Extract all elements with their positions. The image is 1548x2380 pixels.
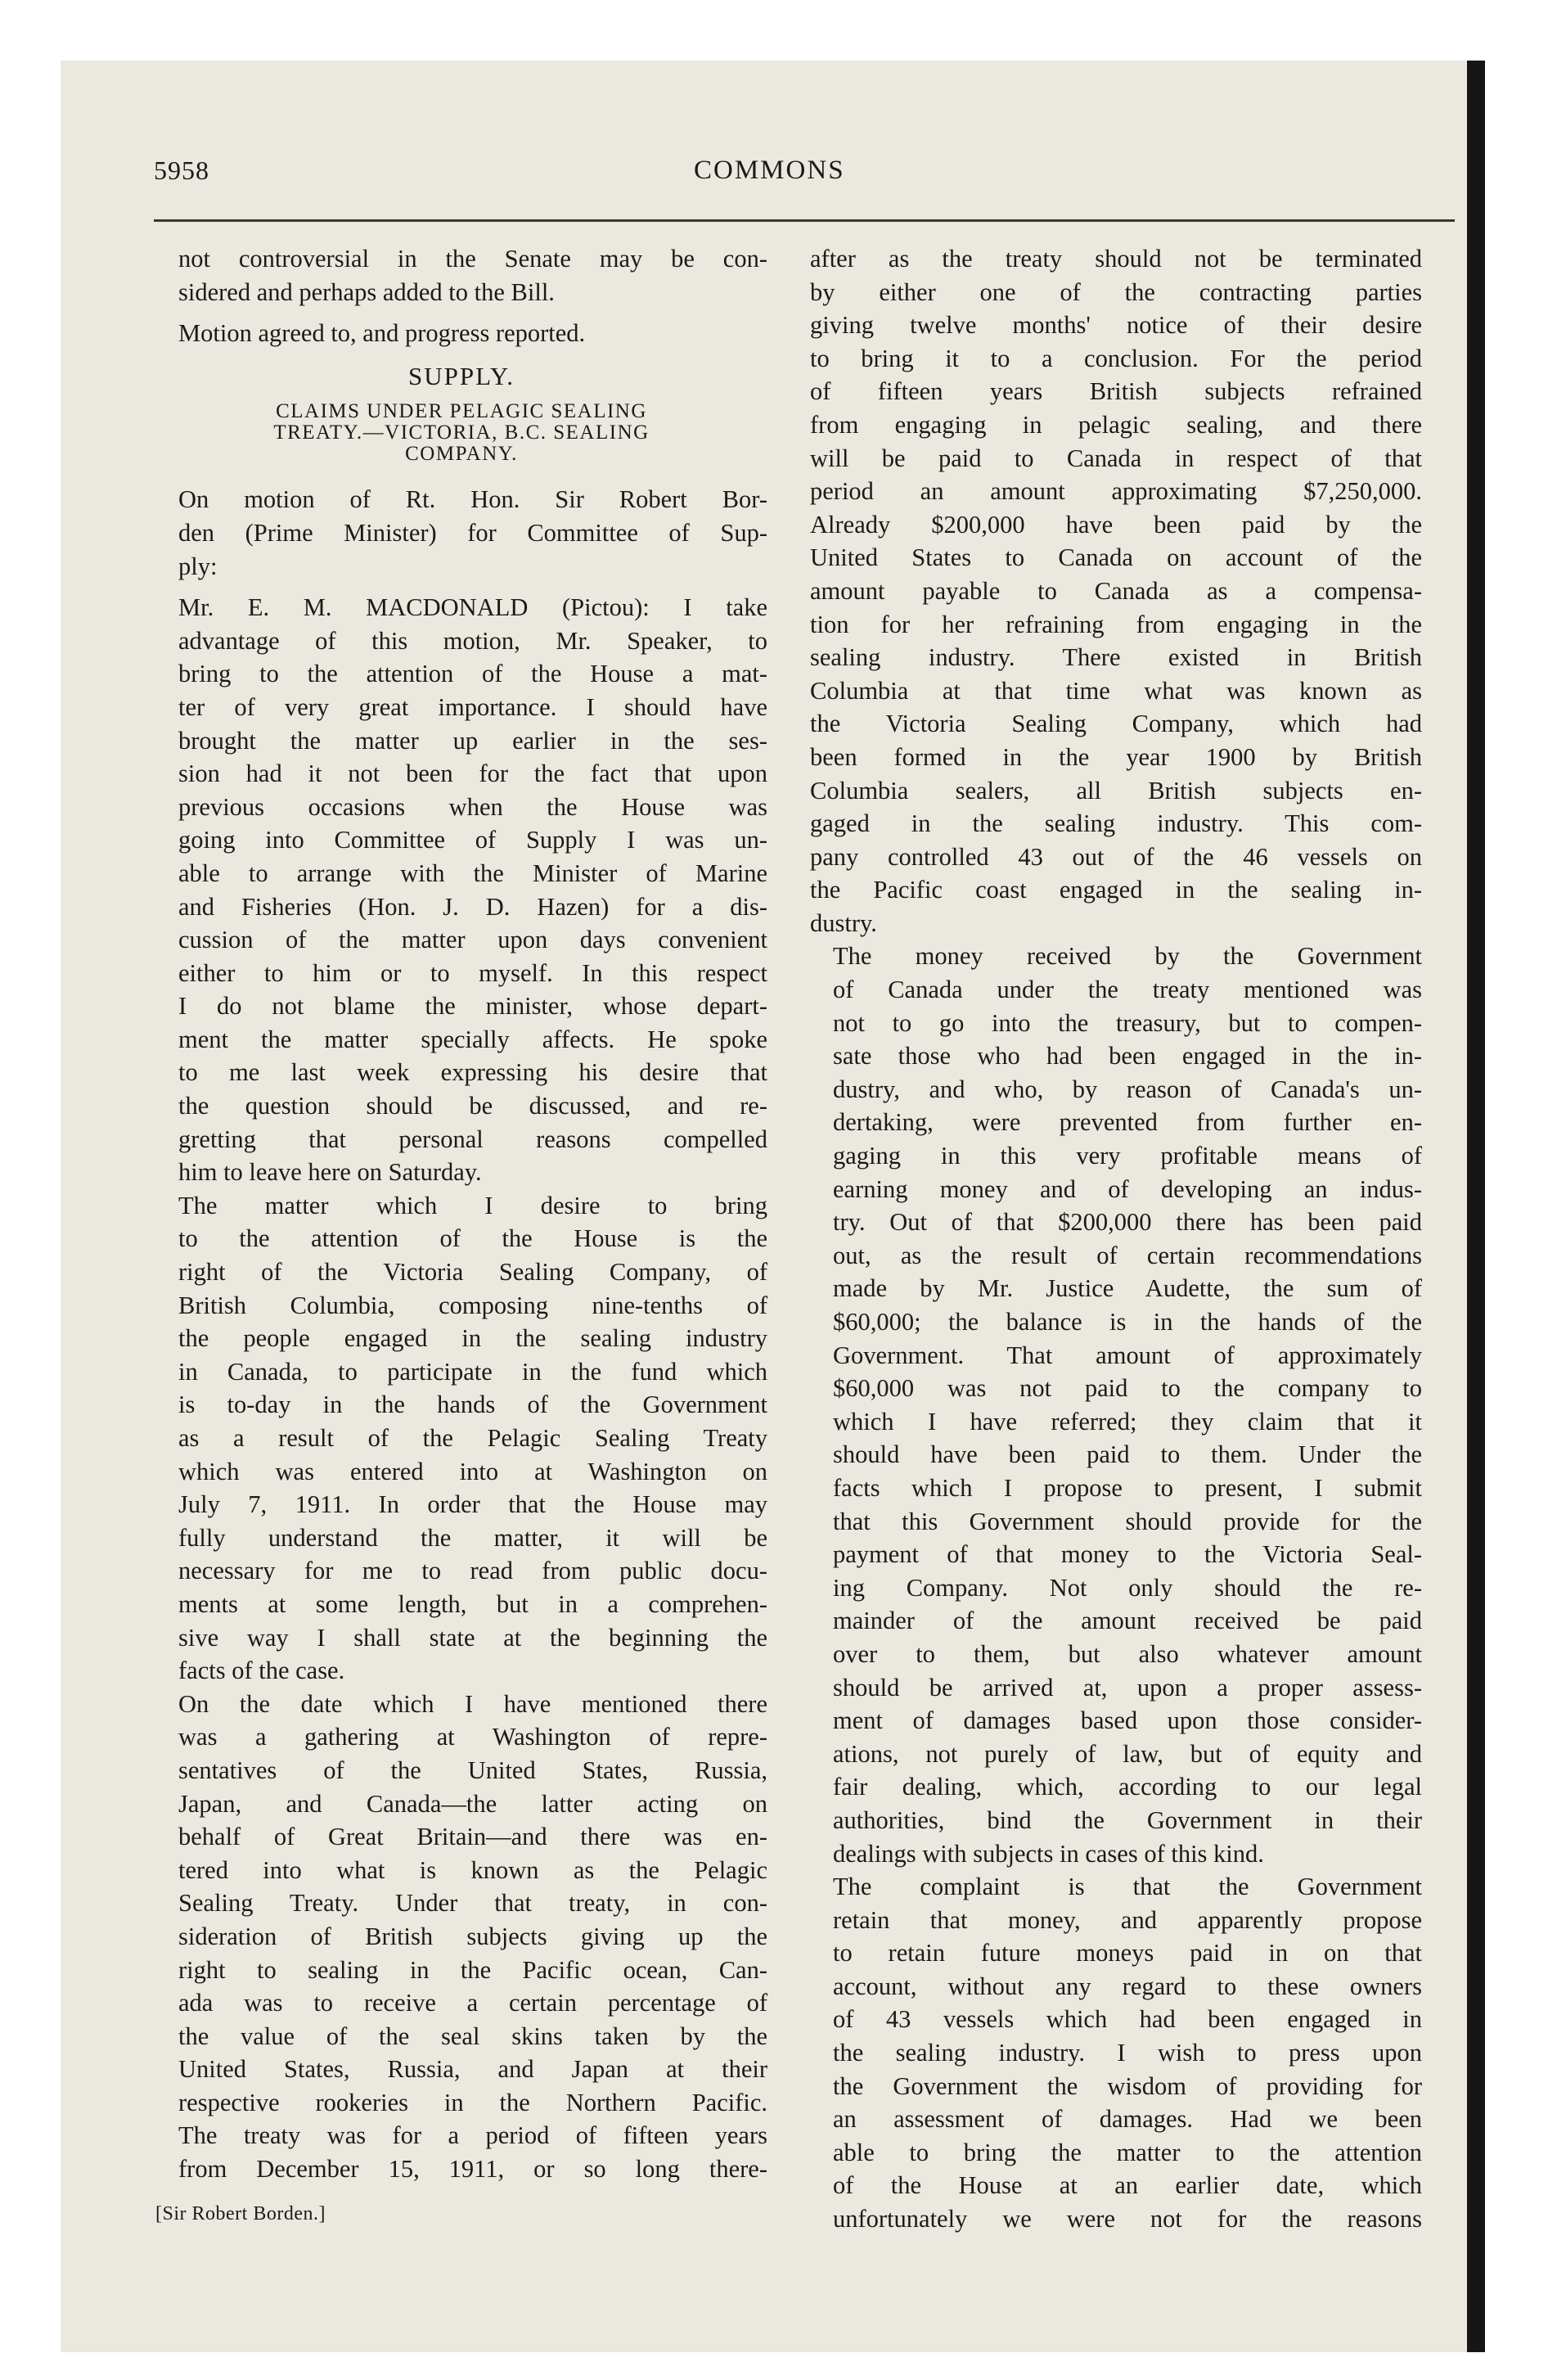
text-line: Sealing Treaty. Under that treaty, in con- — [178, 1889, 767, 1918]
paragraph — [155, 317, 767, 350]
text-line: sentatives of the United States, Russia, — [178, 1756, 767, 1784]
text-line: will be paid to Canada in respect of that — [810, 444, 1422, 472]
text-line: the people engaged in the sealing industry — [178, 1324, 767, 1353]
page-edge-shadow — [1467, 61, 1485, 2352]
paragraph — [155, 242, 767, 309]
text-line: amount payable to Canada as a compensa- — [810, 576, 1422, 605]
paragraph — [810, 1870, 1422, 2236]
text-line: brought the matter up earlier in the ses- — [178, 726, 767, 755]
text-line: The complaint is that the Government — [833, 1873, 1422, 1901]
text-line: account, without any regard to these owners — [833, 1972, 1422, 2000]
text-line: of the House at an earlier date, which — [833, 2171, 1422, 2200]
text-line: necessary for me to read from public docu- — [178, 1557, 767, 1585]
text-line: den (Prime Minister) for Committee of Sup- — [178, 518, 767, 547]
text-line: tered into what is known as the Pelagic — [178, 1855, 767, 1884]
text-line: is to-day in the hands of the Government — [178, 1391, 767, 1419]
text-line: of Canada under the treaty mentioned was — [833, 976, 1422, 1004]
text-line: previous occasions when the House was — [178, 792, 767, 821]
text-line: from December 15, 1911, or so long there- — [178, 2155, 767, 2184]
text-line: pany controlled 43 out of the 46 vessels on — [810, 842, 1422, 871]
paragraph — [810, 940, 1422, 1870]
text-line: Already $200,000 have been paid by the — [810, 510, 1422, 539]
text-line: the question should be discussed, and re- — [178, 1092, 767, 1120]
text-line: which was entered into at Washington on — [178, 1457, 767, 1485]
text-line: after as the treaty should not be terminated — [810, 245, 1422, 273]
text-line: able to arrange with the Minister of Marine — [178, 859, 767, 887]
paragraph — [810, 242, 1422, 940]
text-line: the Government the wisdom of providing for — [833, 2071, 1422, 2100]
text-line: out, as the result of certain recommendations — [833, 1241, 1422, 1269]
text-line: made by Mr. Justice Audette, the sum of — [833, 1274, 1422, 1303]
text-line: should be arrived at, upon a proper assess- — [833, 1673, 1422, 1702]
text-line: sive way I shall state at the beginning the — [178, 1623, 767, 1652]
text-line: able to bring the matter to the attention — [833, 2138, 1422, 2166]
text-line: Japan, and Canada—the latter acting on — [178, 1789, 767, 1818]
text-line: been formed in the year 1900 by British — [810, 742, 1422, 771]
text-line: Motion agreed to, and progress reported. — [178, 319, 586, 348]
text-line: to the attention of the House is the — [178, 1224, 767, 1253]
text-line: not to go into the treasury, but to compen- — [833, 1008, 1422, 1037]
text-line: On the date which I have mentioned there — [178, 1689, 767, 1718]
heading-line: COMPANY. — [405, 443, 518, 466]
text-line: bring to the attention of the House a mat- — [178, 660, 767, 688]
text-line: going into Committee of Supply I was un- — [178, 826, 767, 854]
speaker-footer-reference: [Sir Robert Borden.] — [155, 2202, 326, 2224]
text-line: advantage of this motion, Mr. Speaker, to — [178, 626, 767, 655]
text-line: over to them, but also whatever amount — [833, 1639, 1422, 1668]
text-line: unfortunately we were not for the reasons — [833, 2205, 1422, 2234]
heading-line: TREATY.—VICTORIA, B.C. SEALING — [273, 421, 650, 444]
text-line: dustry, and who, by reason of Canada's un- — [833, 1075, 1422, 1103]
text-line: of 43 vessels which had been engaged in — [833, 2005, 1422, 2034]
text-line: British Columbia, composing nine-tenths of — [178, 1291, 767, 1319]
text-line: him to leave here on Saturday. — [178, 1158, 482, 1187]
text-line: fully understand the matter, it will be — [178, 1523, 767, 1552]
text-line: Columbia sealers, all British subjects en- — [810, 776, 1422, 805]
text-line: to retain future moneys paid in on that — [833, 1939, 1422, 1968]
text-line: The treaty was for a period of fifteen years — [178, 2121, 767, 2150]
text-line: and Fisheries (Hon. J. D. Hazen) for a dis- — [178, 892, 767, 921]
section-heading-claims — [155, 401, 767, 465]
text-line: mainder of the amount received be paid — [833, 1607, 1422, 1635]
text-line: July 7, 1911. In order that the House may — [178, 1490, 767, 1519]
text-line: right of the Victoria Sealing Company, of — [178, 1258, 767, 1287]
text-line: which I have referred; they claim that it — [833, 1407, 1422, 1436]
left-column — [155, 242, 767, 2230]
text-line: sidered and perhaps added to the Bill. — [178, 277, 555, 306]
paragraph — [155, 591, 767, 1189]
header-rule — [154, 219, 1455, 222]
text-line: facts which I propose to present, I submit — [833, 1473, 1422, 1502]
text-line: The money received by the Government — [833, 942, 1422, 971]
text-line: ada was to receive a certain percentage of — [178, 1989, 767, 2017]
text-line: as a result of the Pelagic Sealing Treaty — [178, 1424, 767, 1452]
text-line: gretting that personal reasons compelled — [178, 1125, 767, 1153]
text-line: Columbia at that time what was known as — [810, 676, 1422, 705]
text-line: of fifteen years British subjects refrained — [810, 377, 1422, 406]
text-line: United States to Canada on account of the — [810, 543, 1422, 572]
text-line: the Victoria Sealing Company, which had — [810, 710, 1422, 738]
text-line: dealings with subjects in cases of this kind. — [833, 1839, 1264, 1868]
text-line: fair dealing, which, according to our legal — [833, 1773, 1422, 1801]
text-line: sate those who had been engaged in the in- — [833, 1042, 1422, 1071]
text-line: gaged in the sealing industry. This com- — [810, 809, 1422, 838]
heading-line: CLAIMS UNDER PELAGIC SEALING — [276, 400, 647, 423]
text-line: ply: — [178, 552, 218, 580]
text-line: an assessment of damages. Had we been — [833, 2105, 1422, 2134]
text-line: either to him or to myself. In this respect — [178, 958, 767, 987]
text-line: ment of damages based upon those consider- — [833, 1706, 1422, 1735]
text-line: the sealing industry. I wish to press upon — [833, 2039, 1422, 2067]
text-line: $60,000; the balance is in the hands of the — [833, 1308, 1422, 1336]
text-line: dertaking, were prevented from further en- — [833, 1108, 1422, 1137]
text-line: retain that money, and apparently propose — [833, 1905, 1422, 1934]
text-line: On motion of Rt. Hon. Sir Robert Bor- — [178, 485, 767, 514]
text-line: from engaging in pelagic sealing, and there — [810, 410, 1422, 439]
text-line: gaging in this very profitable means of — [833, 1142, 1422, 1170]
section-heading-supply: SUPPLY. — [407, 361, 515, 390]
text-line: ter of very great importance. I should have — [178, 692, 767, 721]
text-line: authorities, bind the Government in their — [833, 1805, 1422, 1834]
text-line: United States, Russia, and Japan at their — [178, 2055, 767, 2084]
text-line: cussion of the matter upon days convenient — [178, 926, 767, 954]
text-line: giving twelve months' notice of their desire — [810, 311, 1422, 340]
text-line: earning money and of developing an indus- — [833, 1174, 1422, 1203]
text-line: in Canada, to participate in the fund which — [178, 1357, 767, 1386]
text-line: should have been paid to them. Under the — [833, 1440, 1422, 1469]
text-line: not controversial in the Senate may be con- — [178, 245, 767, 273]
text-line: dustry. — [810, 908, 877, 937]
paragraph — [155, 1688, 767, 2186]
text-line: by either one of the contracting parties — [810, 277, 1422, 306]
text-line: ing Company. Not only should the re- — [833, 1573, 1422, 1602]
text-line: to me last week expressing his desire that — [178, 1058, 767, 1087]
text-line: sideration of British subjects giving up the — [178, 1922, 767, 1950]
page-header — [154, 156, 1455, 193]
text-line: payment of that money to the Victoria Seal- — [833, 1540, 1422, 1569]
text-line: respective rookeries in the Northern Pacific. — [178, 2088, 767, 2116]
text-line: sealing industry. There existed in British — [810, 643, 1422, 672]
right-column — [810, 242, 1422, 2236]
text-line: behalf of Great Britain—and there was en- — [178, 1823, 767, 1851]
text-line: $60,000 was not paid to the company to — [833, 1374, 1422, 1403]
text-line: that this Government should provide for the — [833, 1507, 1422, 1535]
text-line: ations, not purely of law, but of equity and — [833, 1739, 1422, 1768]
text-line: was a gathering at Washington of repre- — [178, 1723, 767, 1751]
text-line: The matter which I desire to bring — [178, 1191, 767, 1219]
text-line: tion for her refraining from engaging in the — [810, 610, 1422, 638]
text-line: I do not blame the minister, whose depart- — [178, 992, 767, 1021]
text-line: facts of the case. — [178, 1657, 345, 1685]
text-line: ments at some length, but in a comprehen- — [178, 1589, 767, 1618]
text-line: Government. That amount of approximately — [833, 1341, 1422, 1369]
paragraph — [155, 1189, 767, 1688]
paragraph — [155, 483, 767, 583]
text-line: sion had it not been for the fact that upon — [178, 760, 767, 788]
running-head: COMMONS — [694, 156, 845, 185]
text-line: the value of the seal skins taken by the — [178, 2022, 767, 2050]
page-number: 5958 — [154, 156, 209, 185]
text-line: period an amount approximating $7,250,000. — [810, 477, 1422, 506]
text-line: the Pacific coast engaged in the sealing in- — [810, 876, 1422, 904]
text-line: Mr. E. M. MACDONALD (Pictou): I take — [178, 593, 767, 622]
text-line: ment the matter specially affects. He spoke — [178, 1025, 767, 1053]
text-line: try. Out of that $200,000 there has been paid — [833, 1208, 1422, 1237]
text-line: right to sealing in the Pacific ocean, Can- — [178, 1955, 767, 1984]
text-line: to bring it to a conclusion. For the period — [810, 344, 1422, 372]
